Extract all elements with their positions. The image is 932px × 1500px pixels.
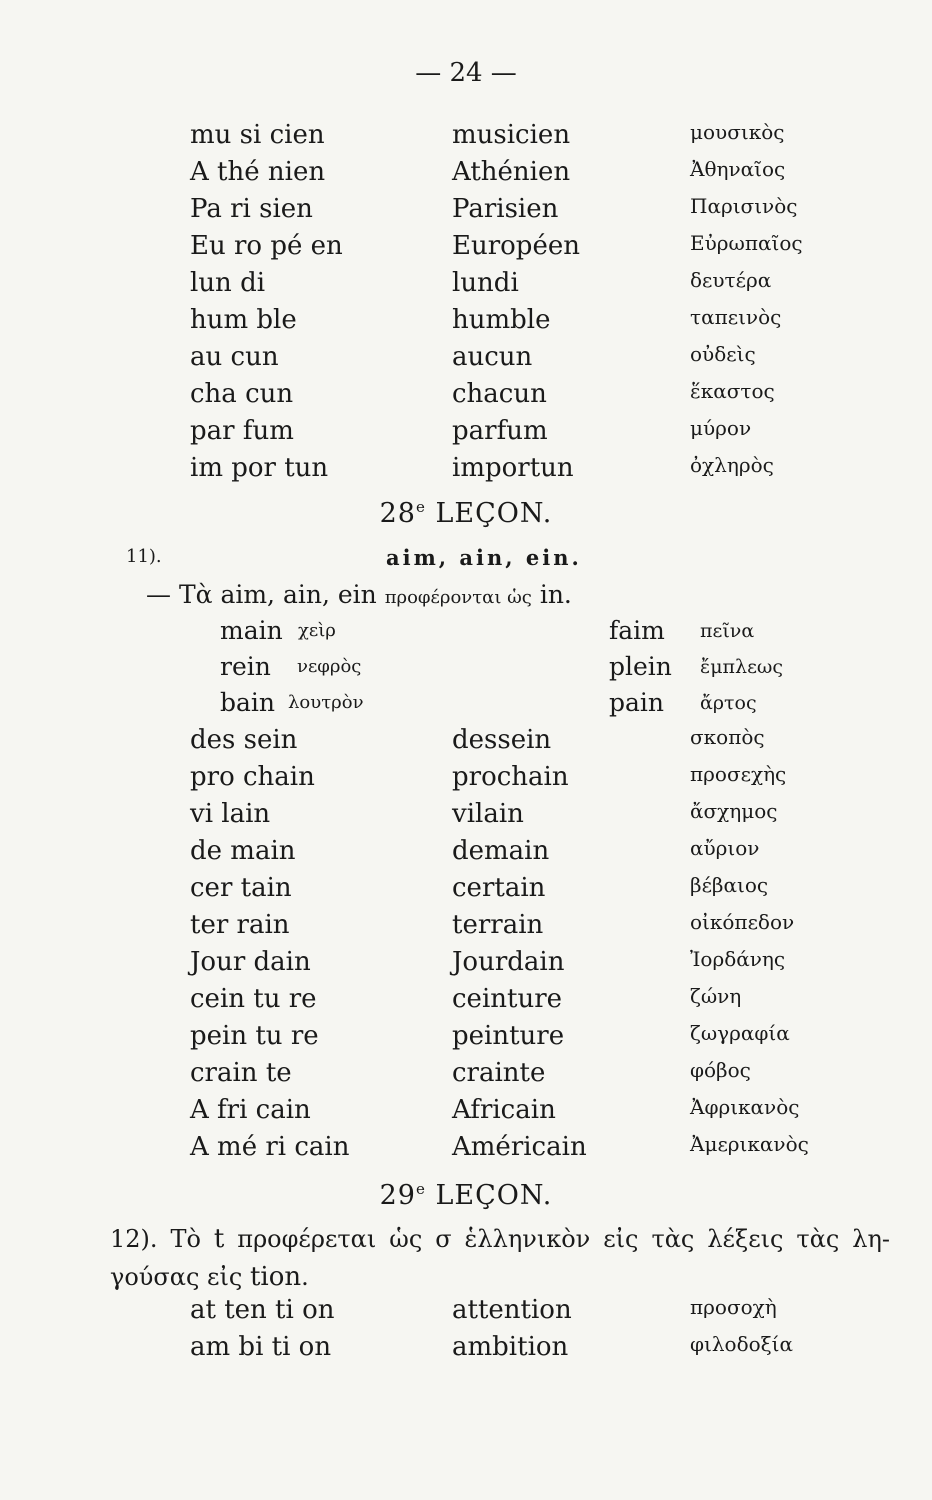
french-word: pain	[609, 688, 665, 717]
french-word: attention	[452, 1295, 572, 1325]
syllables: au cun	[190, 342, 279, 372]
syllables: pro chain	[190, 762, 315, 792]
syllables: par fum	[190, 416, 294, 446]
greek-word: φιλοδοξία	[690, 1332, 794, 1356]
greek-word: οἰκόπεδον	[690, 910, 795, 934]
word-row	[0, 1332, 932, 1368]
pair-row	[0, 652, 932, 688]
lesson-heading-28: 28e LEÇON.	[379, 498, 553, 529]
syllables: hum ble	[190, 305, 297, 335]
greek-word: μύρον	[690, 416, 752, 440]
syllables: ter rain	[190, 910, 290, 940]
word-row	[0, 268, 932, 304]
french-word: Athénien	[452, 157, 571, 187]
syllables: am bi ti on	[190, 1332, 332, 1362]
greek-word: οὐδεὶς	[690, 342, 756, 366]
paragraph-line-1: 12). Τὸ t προφέρεται ὡς σ ἑλληνικὸν εἰς τὰς λέξεις τὰς λη-	[110, 1224, 890, 1254]
lesson-heading-29: 29e LEÇON.	[379, 1180, 553, 1211]
page-number: — 24 —	[415, 58, 517, 88]
greek-word: φόβος	[690, 1058, 751, 1082]
french-word: chacun	[452, 379, 547, 409]
syllables: cein tu re	[190, 984, 317, 1014]
french-word: Européen	[452, 231, 580, 261]
french-word: ceinture	[452, 984, 563, 1014]
word-row	[0, 725, 932, 761]
french-word: plein	[609, 652, 672, 681]
french-word: demain	[452, 836, 550, 866]
greek-word: δευτέρα	[690, 268, 772, 292]
french-word: peinture	[452, 1021, 565, 1051]
syllables: des sein	[190, 725, 298, 755]
word-row	[0, 453, 932, 489]
french-word: Africain	[452, 1095, 556, 1125]
pronunciation-rule: — Τὰ aim, ain, ein προφέρονται ὡς in.	[146, 580, 572, 609]
greek-word: πεῖνα	[700, 620, 755, 642]
greek-word: προσοχὴ	[690, 1295, 777, 1319]
word-row	[0, 1295, 932, 1331]
greek-word: ταπεινὸς	[690, 305, 782, 329]
word-row	[0, 947, 932, 983]
french-word: humble	[452, 305, 551, 335]
word-row	[0, 1021, 932, 1057]
greek-word: αὔριον	[690, 836, 760, 860]
word-row	[0, 305, 932, 341]
syllables: lun di	[190, 268, 266, 298]
greek-word: σκοπὸς	[690, 725, 765, 749]
word-row	[0, 342, 932, 378]
word-row	[0, 194, 932, 230]
french-word: Parisien	[452, 194, 559, 224]
syllables: A fri cain	[190, 1095, 311, 1125]
word-row	[0, 379, 932, 415]
french-word: ambition	[452, 1332, 569, 1362]
french-word: musicien	[452, 120, 571, 150]
word-row	[0, 836, 932, 872]
french-word: dessein	[452, 725, 552, 755]
french-word: Jourdain	[452, 947, 565, 977]
greek-word: ζωγραφία	[690, 1021, 790, 1045]
syllables: Eu ro pé en	[190, 231, 343, 261]
syllables: cha cun	[190, 379, 294, 409]
section-marker-11: 11).	[126, 546, 162, 567]
french-word: prochain	[452, 762, 569, 792]
word-row	[0, 910, 932, 946]
french-word: vilain	[452, 799, 524, 829]
greek-word: Ἀφρικανὸς	[690, 1095, 800, 1119]
word-row	[0, 157, 932, 193]
greek-word: ἔμπλεως	[700, 656, 784, 678]
french-word: lundi	[452, 268, 519, 298]
word-row	[0, 120, 932, 156]
syllables: Jour dain	[190, 947, 311, 977]
greek-word: βέβαιος	[690, 873, 769, 897]
greek-word: λουτρὸν	[288, 692, 364, 713]
greek-word: Παρισινὸς	[690, 194, 798, 218]
syllables: A mé ri cain	[190, 1132, 350, 1162]
syllables: pein tu re	[190, 1021, 319, 1051]
greek-word: Ἰορδάνης	[690, 947, 786, 971]
greek-word: νεφρὸς	[297, 656, 362, 677]
french-word: terrain	[452, 910, 544, 940]
greek-word: προσεχὴς	[690, 762, 787, 786]
greek-word: Ἀμερικανὸς	[690, 1132, 809, 1156]
greek-word: ζώνη	[690, 984, 742, 1008]
syllables: cer tain	[190, 873, 292, 903]
syllables: mu si cien	[190, 120, 325, 150]
greek-word: Ἀθηναῖος	[690, 157, 786, 181]
syllables: Pa ri sien	[190, 194, 313, 224]
greek-word: ὀχληρὸς	[690, 453, 774, 477]
syllables: im por tun	[190, 453, 329, 483]
syllables: crain te	[190, 1058, 292, 1088]
word-row	[0, 799, 932, 835]
french-word: certain	[452, 873, 546, 903]
lesson-subtitle: aim, ain, ein.	[386, 545, 582, 570]
word-row	[0, 1132, 932, 1168]
greek-word: ἄρτος	[700, 692, 757, 714]
french-word: rein	[220, 652, 271, 681]
french-word: crainte	[452, 1058, 546, 1088]
french-word: importun	[452, 453, 574, 483]
french-word: main	[220, 616, 283, 645]
word-row	[0, 231, 932, 267]
french-word: bain	[220, 688, 276, 717]
greek-word: Εὐρωπαῖος	[690, 231, 803, 255]
greek-word: ἄσχημος	[690, 799, 778, 823]
greek-word: χεὶρ	[298, 620, 336, 641]
french-word: Américain	[452, 1132, 587, 1162]
paragraph-line-2: γούσας εἰς tion.	[110, 1262, 309, 1292]
syllables: A thé nien	[190, 157, 326, 187]
greek-word: μουσικὸς	[690, 120, 785, 144]
word-row	[0, 984, 932, 1020]
french-word: faim	[609, 616, 665, 645]
rule-paragraph-12	[110, 1220, 890, 1296]
word-row	[0, 762, 932, 798]
syllables: at ten ti on	[190, 1295, 335, 1325]
french-word: parfum	[452, 416, 548, 446]
greek-word: ἕκαστος	[690, 379, 775, 403]
syllables: de main	[190, 836, 296, 866]
word-row	[0, 1095, 932, 1131]
word-row	[0, 1058, 932, 1094]
french-word: aucun	[452, 342, 533, 372]
pair-row	[0, 688, 932, 724]
word-row	[0, 873, 932, 909]
word-row	[0, 416, 932, 452]
pair-row	[0, 616, 932, 652]
syllables: vi lain	[190, 799, 271, 829]
